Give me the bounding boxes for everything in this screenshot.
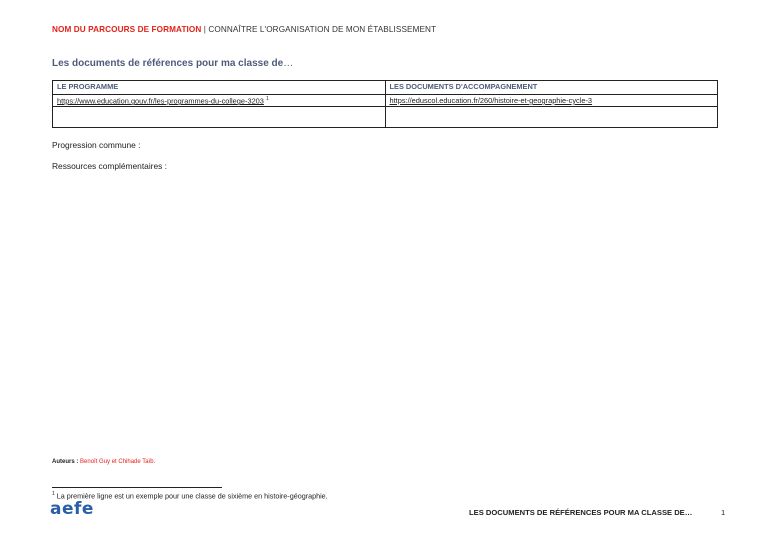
progression-commune-label: Progression commune : [52,140,141,150]
header-subtitle: CONNAÎTRE L'ORGANISATION DE MON ÉTABLISSEMENT [208,25,437,34]
table-row [53,107,718,128]
authors-names: Benoît Guy et Chihade Taïb. [80,459,156,465]
programme-link[interactable]: https://www.education.gouv.fr/les-programmes-du-college-3203 [57,96,264,106]
page-number: 1 [721,508,726,517]
footnote-divider [52,487,222,488]
accompagnement-cell [385,95,718,107]
authors [52,459,155,465]
references-table [52,80,718,128]
column-header-programme: LE PROGRAMME [53,81,386,95]
page-title [52,58,293,69]
column-header-accompagnement: LES DOCUMENTS D'ACCOMPAGNEMENT [385,81,718,95]
table-header-row [53,81,718,95]
accompagnement-link[interactable]: https://eduscol.education.fr/260/histoire-et-geographie-cycle-3 [389,96,593,105]
footnote-text: La première ligne est un exemple pour une classe de sixième en histoire-géographie. [56,491,328,501]
programme-cell-empty[interactable] [53,107,386,128]
page-title-text: Les documents de références pour ma classe de [52,58,284,69]
course-name: NOM DU PARCOURS DE FORMATION [52,25,202,34]
running-header [52,25,436,34]
accompagnement-cell-empty[interactable] [385,107,718,128]
footnote-number: 1 [52,491,55,497]
aefe-logo: aefe [50,499,94,519]
page-title-ellipsis: … [283,58,294,69]
footnote-ref: 1 [265,96,269,102]
header-separator: | [203,25,207,34]
programme-cell [53,95,386,107]
ressources-complementaires-label: Ressources complémentaires : [52,161,167,171]
footer-title: LES DOCUMENTS DE RÉFÉRENCES POUR MA CLASSE DE… [469,508,693,517]
table-row [53,95,718,107]
authors-label: Auteurs : [52,459,79,465]
